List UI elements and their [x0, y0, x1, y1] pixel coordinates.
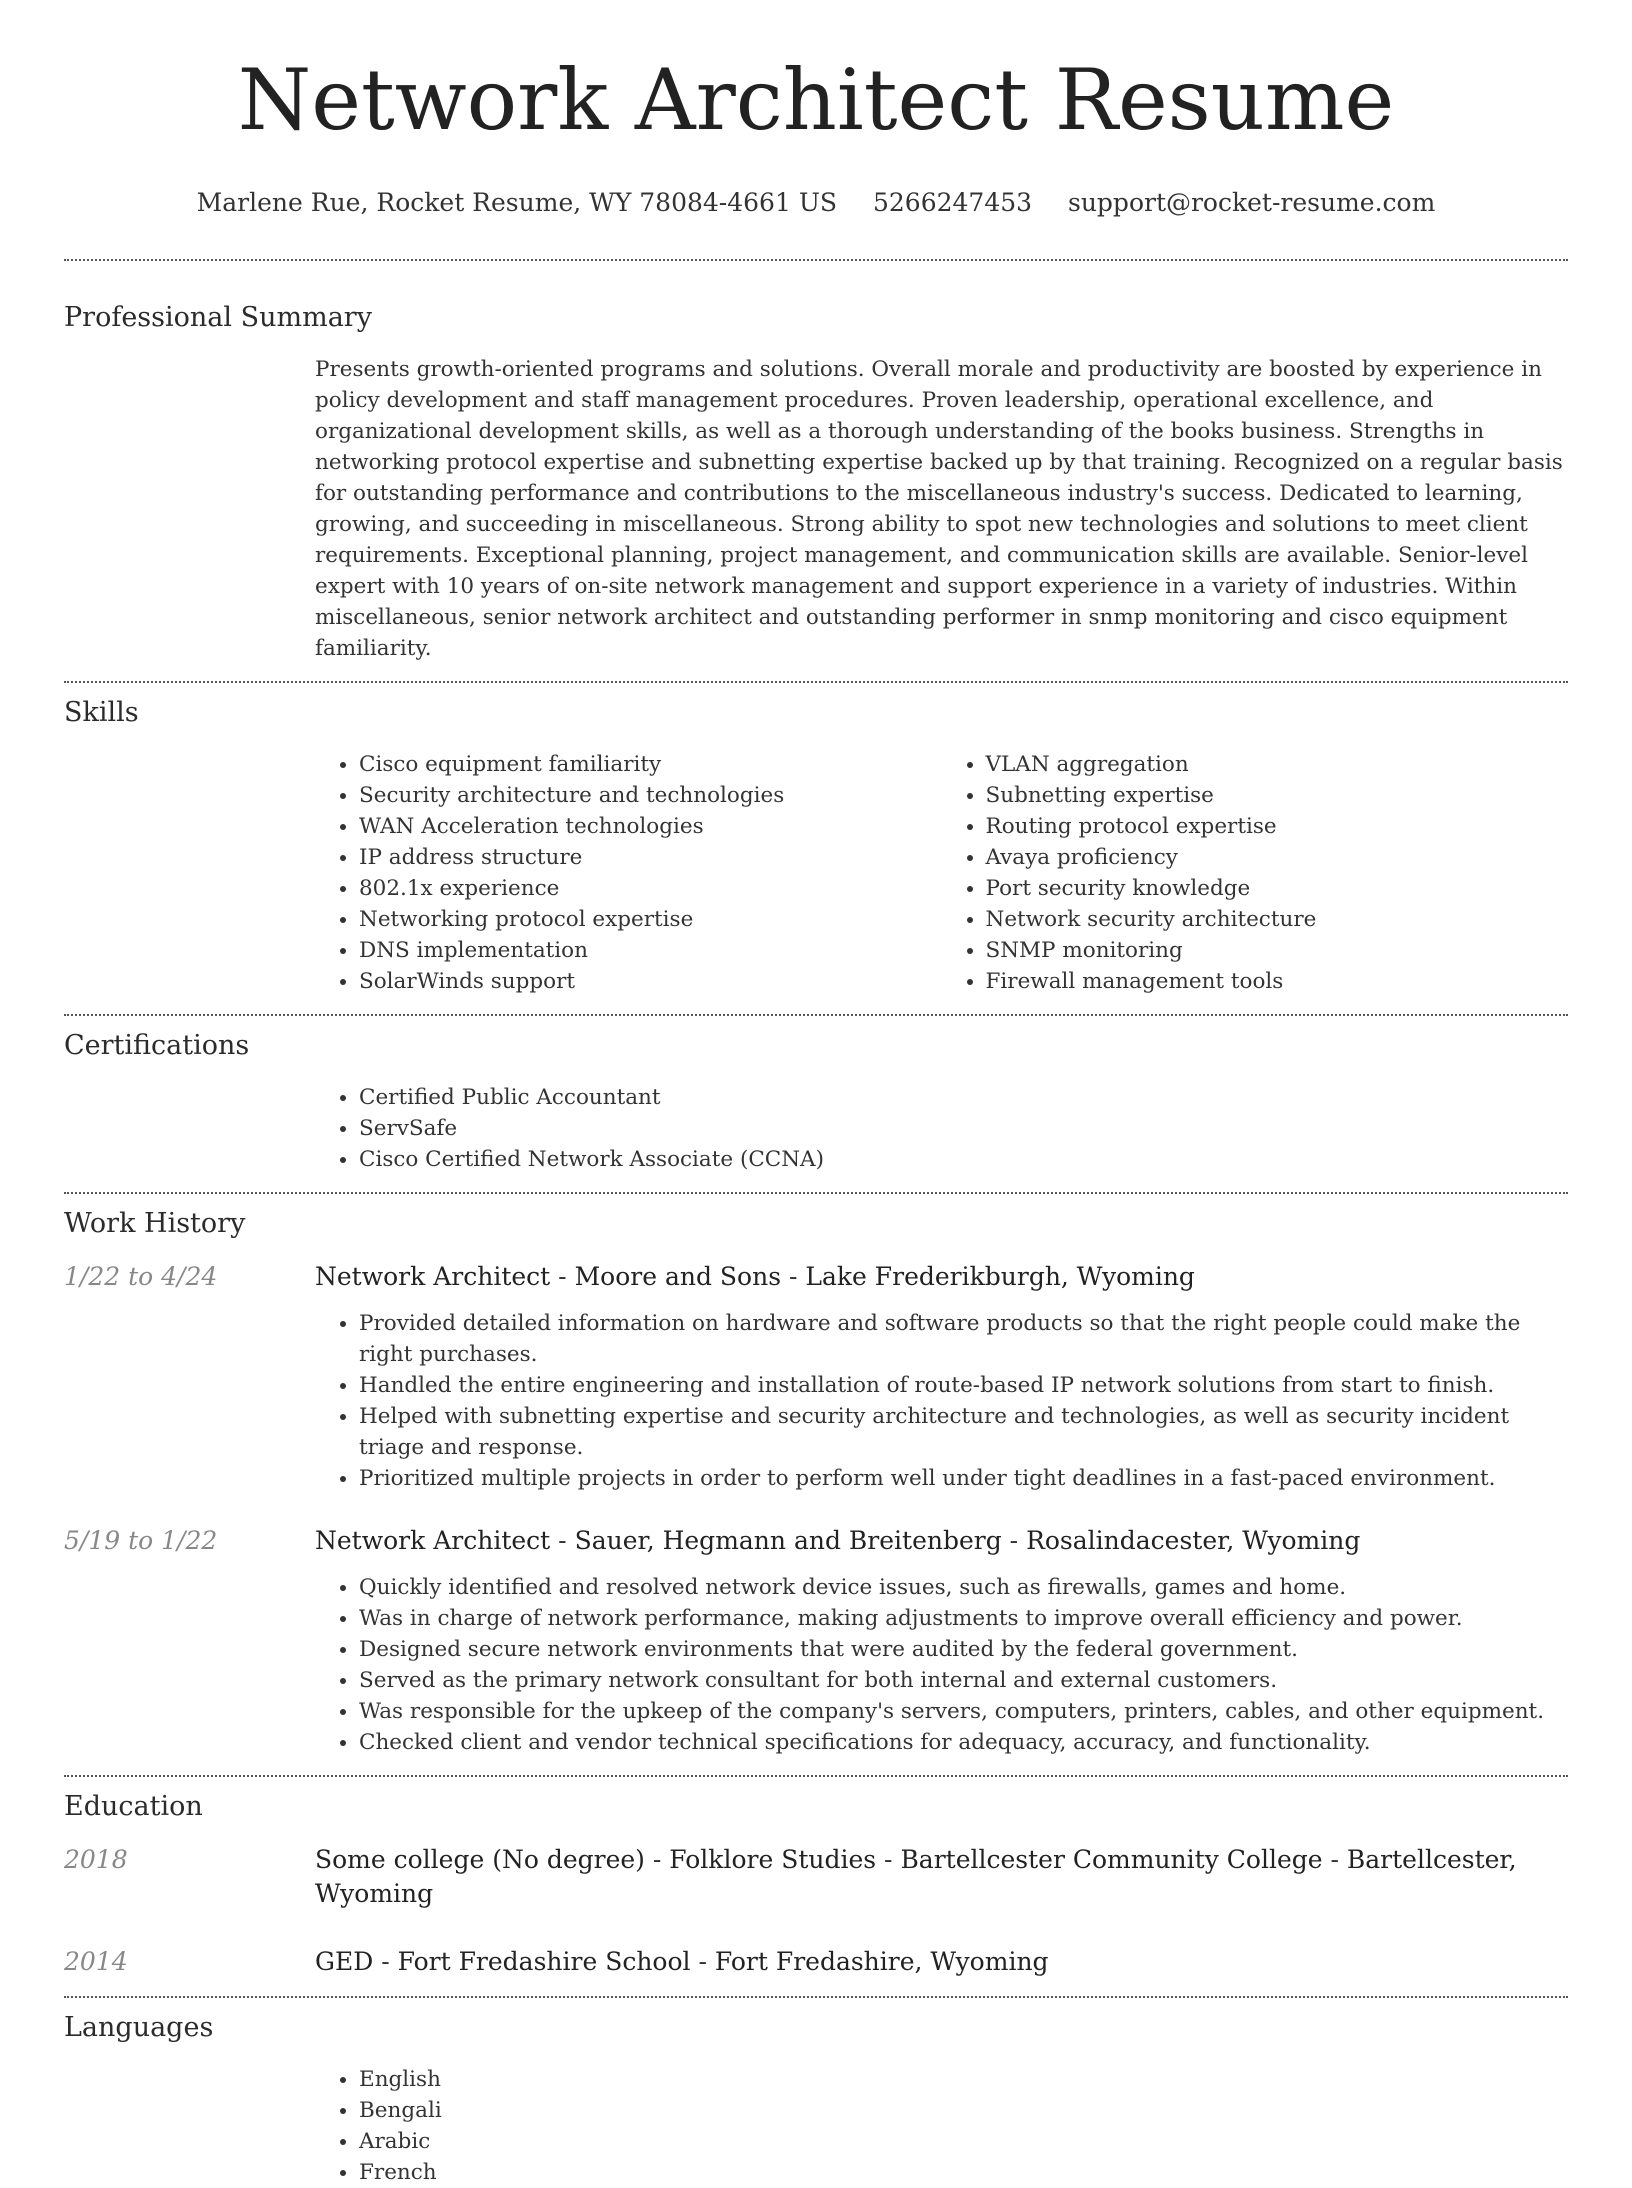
summary-section — [64, 300, 1568, 664]
certifications-list — [315, 1082, 1568, 1175]
skill-item: • DNS implementation — [359, 935, 942, 966]
education-entry — [64, 1843, 1568, 1911]
job-bullet: • Prioritized multiple projects in order to perform well under tight deadlines in a fast-paced environment. — [359, 1463, 1568, 1494]
language-item: • Bengali — [359, 2095, 1568, 2126]
separator: - — [690, 1947, 715, 1976]
skill-item: • Subnetting expertise — [986, 780, 1569, 811]
job-date: 5/19 to 1/22 — [64, 1526, 218, 1555]
job-location: Lake Frederikburgh, Wyoming — [805, 1262, 1195, 1291]
education-entry — [64, 1945, 1568, 1979]
divider — [64, 681, 1568, 683]
separator: - — [644, 1845, 670, 1874]
skills-list-left — [315, 749, 942, 997]
skill-item: • WAN Acceleration technologies — [359, 811, 942, 842]
certification-item: • Cisco Certified Network Associate (CCNA) — [359, 1144, 1568, 1175]
skill-item: • IP address structure — [359, 842, 942, 873]
work-section — [64, 1206, 1568, 1758]
education-date: 2014 — [64, 1947, 128, 1976]
education-date: 2018 — [64, 1845, 128, 1874]
education-heading-line — [315, 1945, 1568, 1979]
languages-list — [315, 2064, 1568, 2188]
job-heading — [315, 1524, 1568, 1558]
skill-item: • Cisco equipment familiarity — [359, 749, 942, 780]
separator: - — [781, 1262, 806, 1291]
languages-section — [64, 2010, 1568, 2188]
separator: - — [876, 1845, 901, 1874]
skill-item: • 802.1x experience — [359, 873, 942, 904]
page-title: Network Architect Resume — [237, 51, 1395, 149]
skills-heading: Skills — [64, 697, 139, 728]
contact-line — [0, 186, 1632, 220]
job-bullet: • Was in charge of network performance, making adjustments to improve overall efficiency and power. — [359, 1603, 1568, 1634]
skill-item: • Networking protocol expertise — [359, 904, 942, 935]
skills-section — [64, 695, 1568, 997]
skill-item: • Port security knowledge — [986, 873, 1569, 904]
skill-item: • Security architecture and technologies — [359, 780, 942, 811]
separator: - — [550, 1262, 575, 1291]
job-location: Rosalindacester, Wyoming — [1026, 1526, 1361, 1555]
contact-email: support@rocket-resume.com — [1068, 188, 1436, 217]
language-item: • French — [359, 2157, 1568, 2188]
job-company: Moore and Sons — [574, 1262, 782, 1291]
education-degree: Some college (No degree) — [315, 1845, 645, 1874]
divider — [64, 1192, 1568, 1194]
job-bullet: • Checked client and vendor technical specifications for adequacy, accuracy, and functionality. — [359, 1727, 1568, 1758]
summary-text: Presents growth-oriented programs and solutions. Overall morale and productivity are boosted by experience in policy development and staff management procedures. Proven leadership, operational excellence, and organizational development skills, as well as a thorough understanding of the books business. Strengths in networking protocol expertise and subnetting expertise backed up by that training. Recognized on a regular basis for outstanding performance and contributions to the miscellaneous industry's success. Dedicated to learning, growing, and succeeding in miscellaneous. Strong ability to spot new technologies and solutions to meet client requirements. Exceptional planning, project management, and communication skills are available. Senior-level expert with 10 years of on-site network management and support experience in a variety of industries. Within miscellaneous, senior network architect and outstanding performer in snmp monitoring and cisco equipment familiarity. — [315, 357, 1563, 661]
education-heading-line — [315, 1843, 1568, 1911]
job-bullets — [315, 1308, 1568, 1494]
skill-item: • VLAN aggregation — [986, 749, 1569, 780]
skill-item: • Network security architecture — [986, 904, 1569, 935]
education-school: Bartellcester Community College — [900, 1845, 1323, 1874]
certifications-section — [64, 1028, 1568, 1175]
skill-item: • Avaya proficiency — [986, 842, 1569, 873]
contact-address: Marlene Rue, Rocket Resume, WY 78084-4661 US — [196, 188, 838, 217]
separator: - — [1322, 1845, 1347, 1874]
divider — [64, 1775, 1568, 1777]
job-date: 1/22 to 4/24 — [64, 1262, 218, 1291]
certifications-heading: Certifications — [64, 1030, 250, 1061]
summary-heading: Professional Summary — [64, 302, 372, 333]
certification-item: • Certified Public Accountant — [359, 1082, 1568, 1113]
job-entry — [64, 1260, 1568, 1494]
skills-list-right — [942, 749, 1569, 997]
education-degree: GED — [315, 1947, 374, 1976]
divider — [64, 259, 1568, 261]
job-title: Network Architect — [315, 1526, 551, 1555]
languages-heading: Languages — [64, 2012, 214, 2043]
job-company: Sauer, Hegmann and Breitenberg — [574, 1526, 1002, 1555]
skill-item: • Firewall management tools — [986, 966, 1569, 997]
job-heading — [315, 1260, 1568, 1294]
job-bullet: • Quickly identified and resolved network device issues, such as firewalls, games and home. — [359, 1572, 1568, 1603]
education-field: Folklore Studies — [669, 1845, 877, 1874]
work-heading: Work History — [64, 1208, 246, 1239]
contact-phone: 5266247453 — [872, 188, 1033, 217]
education-section — [64, 1789, 1568, 1979]
job-bullets — [315, 1572, 1568, 1758]
skill-item: • SolarWinds support — [359, 966, 942, 997]
skill-item: • Routing protocol expertise — [986, 811, 1569, 842]
education-school: Fort Fredashire School — [397, 1947, 691, 1976]
education-heading: Education — [64, 1791, 203, 1822]
language-item: • English — [359, 2064, 1568, 2095]
separator: - — [550, 1526, 575, 1555]
education-location: Bartellcester, Wyoming — [315, 1845, 1517, 1908]
certification-item: • ServSafe — [359, 1113, 1568, 1144]
skill-item: • SNMP monitoring — [986, 935, 1569, 966]
divider — [64, 1996, 1568, 1998]
job-bullet: • Designed secure network environments that were audited by the federal government. — [359, 1634, 1568, 1665]
job-bullet: • Provided detailed information on hardware and software products so that the right people could make the right purchases. — [359, 1308, 1568, 1370]
job-bullet: • Helped with subnetting expertise and security architecture and technologies, as well as security incident triage and response. — [359, 1401, 1568, 1463]
separator: - — [373, 1947, 398, 1976]
divider — [64, 1014, 1568, 1016]
education-location: Fort Fredashire, Wyoming — [714, 1947, 1049, 1976]
language-item: • Arabic — [359, 2126, 1568, 2157]
job-bullet: • Served as the primary network consultant for both internal and external customers. — [359, 1665, 1568, 1696]
separator: - — [1001, 1526, 1027, 1555]
job-bullet: • Handled the entire engineering and installation of route-based IP network solutions from start to finish. — [359, 1370, 1568, 1401]
job-title: Network Architect — [315, 1262, 551, 1291]
job-bullet: • Was responsible for the upkeep of the company's servers, computers, printers, cables, and other equipment. — [359, 1696, 1568, 1727]
job-entry — [64, 1524, 1568, 1758]
